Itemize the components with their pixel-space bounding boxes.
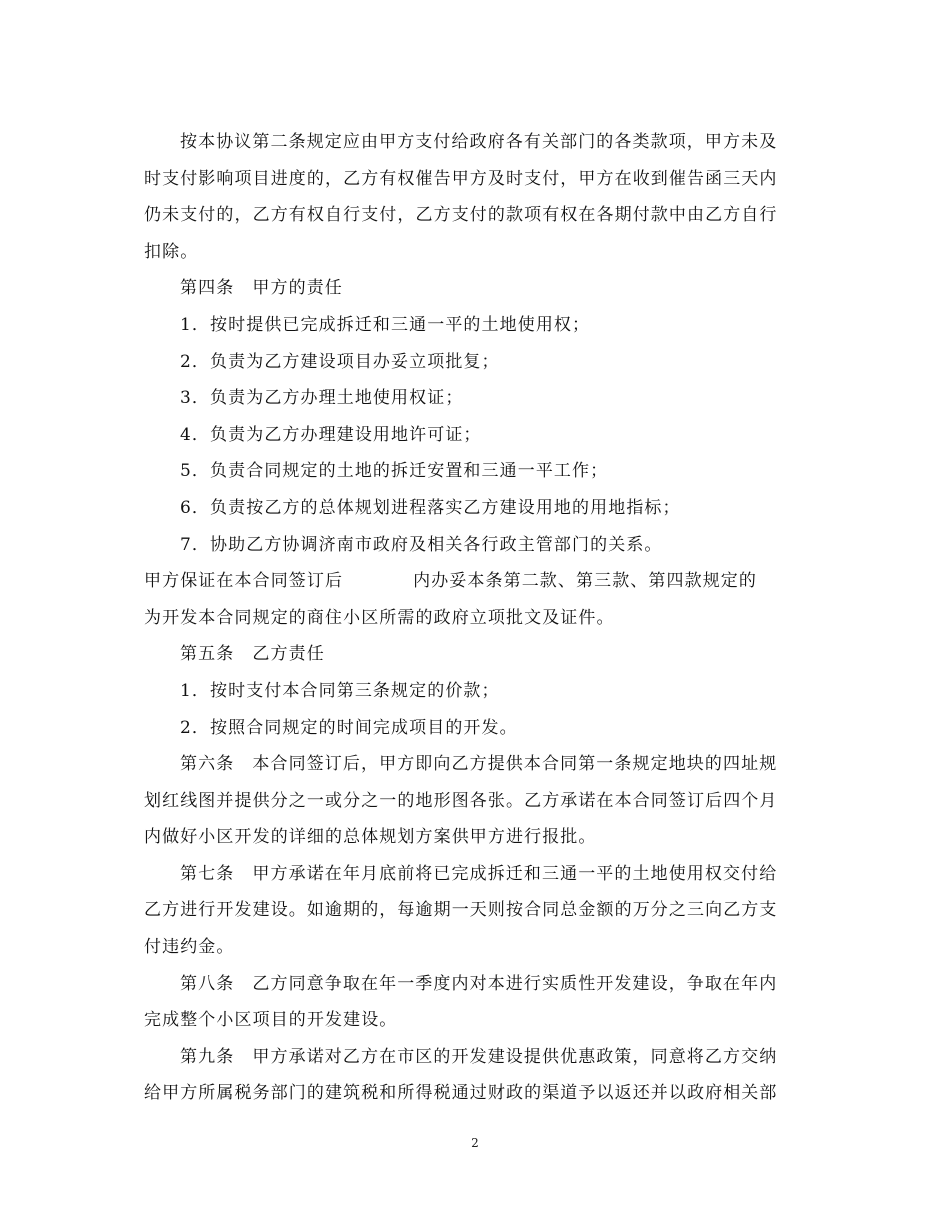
text-line: 第六条 本合同签订后，甲方即向乙方提供本合同第一条规定地块的四址规 (180, 754, 778, 775)
text-line: 乙方进行开发建设。如逾期的，每逾期一天则按合同总金额的万分之三向乙方支 (144, 900, 778, 921)
page-number: 2 (471, 1136, 479, 1150)
document-body (144, 124, 804, 1112)
article-4-heading (144, 270, 804, 307)
text-line: 仍未支付的，乙方有权自行支付，乙方支付的款项有权在各期付款中由乙方自行 (144, 205, 778, 226)
article-5-heading (144, 636, 804, 673)
text-line: 第九条 甲方承诺对乙方在市区的开发建设提供优惠政策，同意将乙方交纳 (180, 1046, 778, 1067)
text-line: 给甲方所属税务部门的建筑税和所得税通过财政的渠道予以返还并以政府相关部 (144, 1083, 778, 1104)
text-line: 完成整个小区项目的开发建设。 (144, 1010, 398, 1031)
text-line: 第五条 乙方责任 (180, 644, 325, 665)
article-8 (144, 966, 804, 1039)
article-6 (144, 746, 804, 856)
text-line: 时支付影响项目进度的，乙方有权催告甲方及时支付，甲方在收到催告函三天内 (144, 168, 778, 189)
paragraph-guarantee (144, 563, 804, 636)
text-line: 划红线图并提供分之一或分之一的地形图各张。乙方承诺在本合同签订后四个月 (144, 790, 778, 811)
text-line: 扣除。 (144, 241, 199, 262)
list-item (144, 673, 804, 710)
text-line: 内做好小区开发的详细的总体规划方案供甲方进行报批。 (144, 827, 597, 848)
text-line: 2．负责为乙方建设项目办妥立项批复； (180, 351, 500, 372)
list-item (144, 344, 804, 381)
text-line: 第七条 甲方承诺在年月底前将已完成拆迁和三通一平的土地使用权交付给 (180, 863, 778, 884)
article-9 (144, 1039, 804, 1112)
text-line: 第四条 甲方的责任 (180, 278, 343, 299)
text-line: 第八条 乙方同意争取在年一季度内对本进行实质性开发建设，争取在年内 (180, 973, 778, 994)
text-line: 按本协议第二条规定应由甲方支付给政府各有关部门的各类款项，甲方未及 (180, 132, 778, 152)
text-line: 4．负责为乙方办理建设用地许可证； (180, 424, 482, 445)
text-line: 1．按时支付本合同第三条规定的价款； (180, 680, 500, 701)
guarantee-part1: 甲方保证在本合同签订后 (144, 571, 344, 592)
text-line (144, 563, 804, 600)
text-line: 1．按时提供已完成拆迁和三通一平的土地使用权； (180, 314, 591, 335)
list-item (144, 380, 804, 417)
text-line: 7．协助乙方协调济南市政府及相关各行政主管部门的关系。 (180, 534, 663, 555)
article-7 (144, 856, 804, 966)
list-item (144, 453, 804, 490)
list-item (144, 490, 804, 527)
list-item (144, 307, 804, 344)
guarantee-part2: 内办妥本条第二款、第三款、第四款规定的 (413, 571, 758, 592)
list-item (144, 527, 804, 564)
list-item (144, 417, 804, 454)
text-line: 6．负责按乙方的总体规划进程落实乙方建设用地的用地指标； (180, 497, 681, 518)
list-item (144, 710, 804, 747)
text-line: 为开发本合同规定的商住小区所需的政府立项批文及证件。 (144, 607, 615, 628)
text-line: 付违约金。 (144, 937, 235, 958)
text-line: 3．负责为乙方办理土地使用权证； (180, 388, 464, 409)
text-line: 2．按照合同规定的时间完成项目的开发。 (180, 717, 518, 738)
text-line: 5．负责合同规定的土地的拆迁安置和三通一平工作； (180, 461, 609, 482)
paragraph-payment-clause (144, 124, 804, 270)
